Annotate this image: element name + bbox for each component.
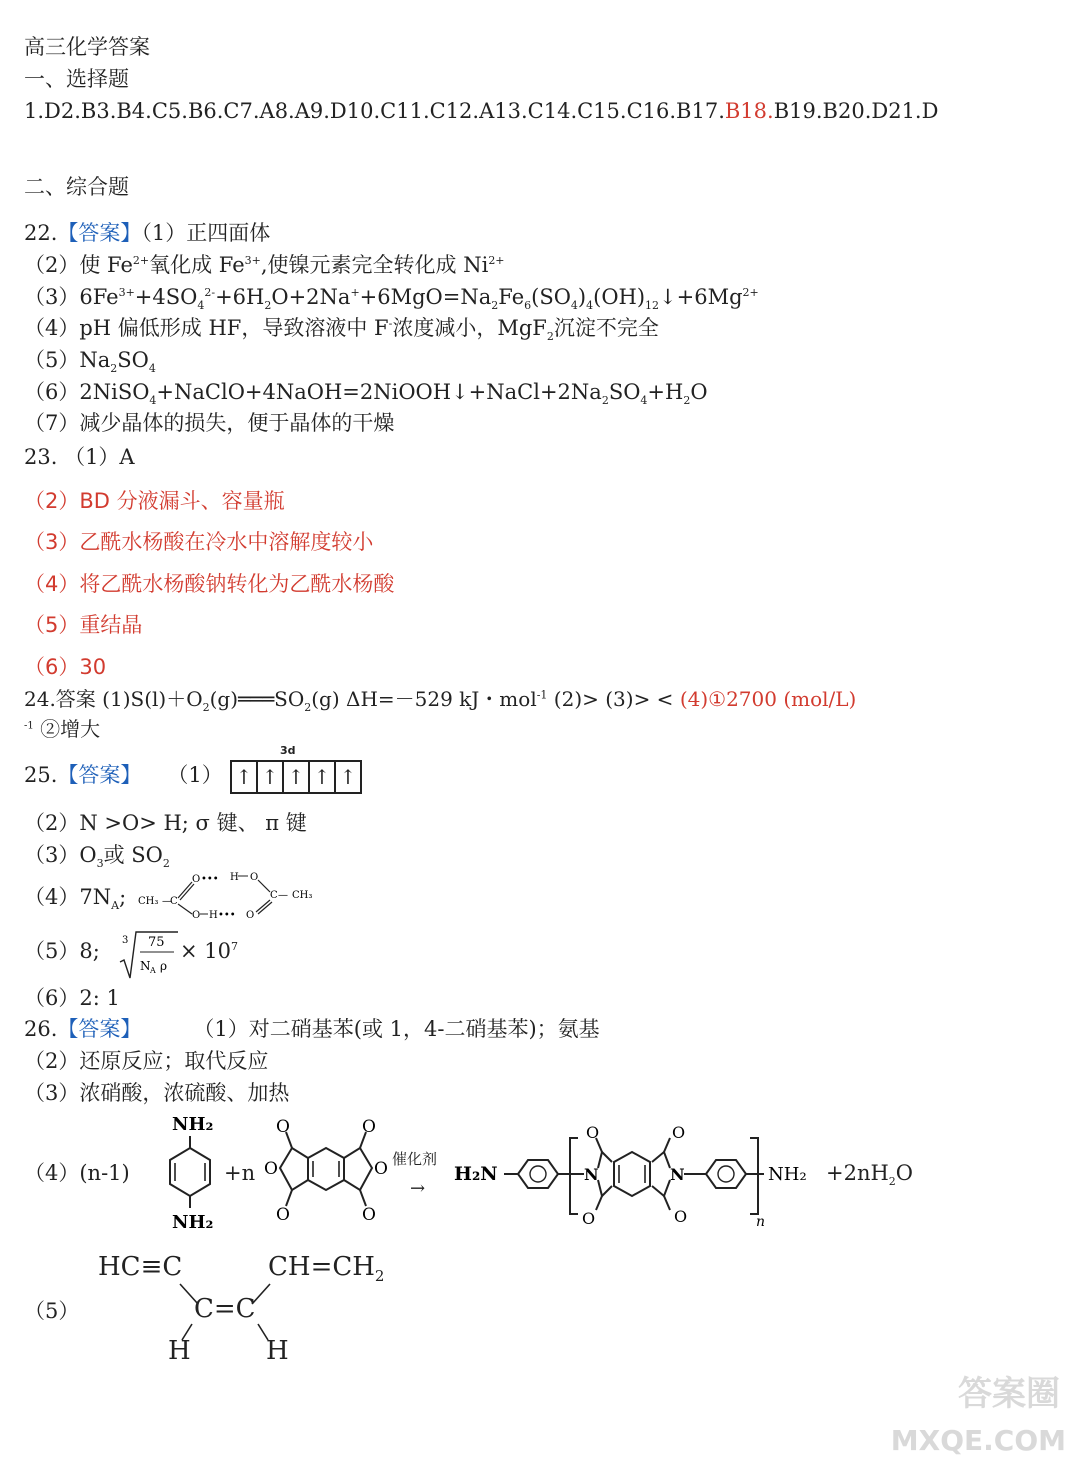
- q22-line-1: 22.【答案】（1）正四面体: [24, 221, 271, 245]
- nitrogen-label: N: [584, 1165, 599, 1184]
- phenylenediamine-structure: [150, 1110, 230, 1234]
- oxygen-label: O: [250, 872, 259, 883]
- dianhydride-structure: [262, 1118, 390, 1224]
- orbital-box: ↑: [284, 762, 310, 792]
- oxygen-label: O: [276, 1118, 290, 1137]
- q24-line-2: $^{-1}$ ②增大: [24, 717, 101, 741]
- oxygen-label: O: [264, 1159, 278, 1179]
- q23-line-3: （3）乙酰水杨酸在冷水中溶解度较小: [24, 530, 374, 554]
- q23-line-4: （4）将乙酰水杨酸钠转化为乙酰水杨酸: [24, 572, 395, 596]
- carbon-label: C: [170, 896, 178, 907]
- bond-dash: —: [278, 890, 288, 901]
- q25-line-6: （6）2: 1: [24, 986, 120, 1010]
- section-heading-1: 一、选择题: [24, 67, 129, 91]
- carbon-label: —: [162, 896, 172, 907]
- q23-line-1: 23. （1）A: [24, 445, 135, 469]
- oxygen-label: O: [276, 1205, 290, 1224]
- q26-plus-n: +n: [224, 1161, 256, 1185]
- q26-water-term: $+2nH_2O$: [826, 1161, 914, 1189]
- nh2-label: NH₂: [172, 1212, 214, 1233]
- hbond-dots: •••: [218, 910, 236, 921]
- q23-line-5: （5）重结晶: [24, 613, 143, 637]
- orbital-box: ↑: [339, 765, 357, 789]
- nh2-label: NH₂: [768, 1164, 807, 1185]
- ch3-label: CH₃: [138, 896, 159, 907]
- q23-line-2: （2）BD 分液漏斗、容量瓶: [24, 489, 285, 513]
- root-index: 3: [122, 935, 129, 946]
- orbital-box: ↑: [258, 762, 284, 792]
- oxygen-label: O: [362, 1205, 376, 1224]
- fraction-denominator-sub: A: [150, 966, 156, 975]
- q26-line-5-prefix: （5）: [24, 1299, 80, 1323]
- struct-h-right: H: [266, 1336, 289, 1366]
- mc-answers-line: 1.D2.B3.B4.C5.B6.C7.A8.A9.D10.C11.C12.A13.C14.C15.C16.B17.B18.B19.B20.D21.D: [24, 99, 939, 123]
- oxygen-label: O: [672, 1123, 686, 1142]
- hbond-dots: •••: [201, 874, 219, 885]
- h2n-label: H₂N: [454, 1163, 498, 1185]
- q23-line-6: （6）30: [24, 655, 107, 679]
- q22-line-3: $(3)6Fe^{3+}+4SO_4^{2-}+6H_2O+2Na^++6MgO=Na_2Fe_6(SO_4)_4(OH)_{12}↓+6Mg^{2+}$: [24, 285, 759, 313]
- q26-line-3: （3）浓硝酸，浓硫酸、加热: [24, 1081, 290, 1105]
- repeat-n-label: n: [756, 1214, 766, 1228]
- watermark-logo: 答案圈: [958, 1374, 1060, 1414]
- fraction-denominator: N: [140, 959, 151, 973]
- orbital-label: 3d: [280, 744, 296, 757]
- oxygen-label: O: [246, 910, 255, 921]
- section-heading-2: 二、综合题: [24, 175, 129, 199]
- page-title: 高三化学答案: [24, 35, 150, 59]
- orbital-box: ↑: [232, 762, 258, 792]
- q25-line-5: （5）8;: [24, 939, 100, 963]
- q24-line: 24.答案 $(1)S(l)+O_2(g)═══SO_2(g)$ ΔH=－529 kJ・mol$^{-1}$ (2)> (3)> < (4)①2700 (mol/L): [24, 687, 857, 714]
- fraction-numerator: 75: [148, 935, 165, 950]
- acetic-acid-dimer-structure: [136, 866, 326, 922]
- q25-line-1: 25.【答案】 （1）: [24, 763, 223, 787]
- carbon-label: C: [270, 890, 278, 901]
- q25-line-3: $(3)O_3$或 $SO_2$: [24, 843, 170, 871]
- q26-line-4-prefix: （4）(n-1): [24, 1161, 130, 1185]
- q22-line-2: （2）使 $Fe^{2+}$氧化成 $Fe^{3+}$,使镍元素完全转化成 $Ni^{2+}$: [24, 253, 505, 277]
- orbital-diagram: [230, 744, 362, 794]
- oxygen-label: O: [586, 1123, 600, 1142]
- oxygen-label: O: [192, 910, 201, 921]
- ch3-label: CH₃: [292, 890, 313, 901]
- oxygen-label: O: [192, 874, 201, 885]
- q26-line-1: 26.【答案】 （1）对二硝基苯(或 1，4-二硝基苯)；氨基: [24, 1017, 600, 1041]
- q25-line-4: $(4)7N_A$;: [24, 885, 127, 913]
- q22-line-6: $(6)2NiSO_4+NaClO+4NaOH=2NiOOH↓+NaCl+2Na_2SO_4+H_2O$: [24, 380, 708, 408]
- catalyst-label: 催化剂: [392, 1150, 438, 1168]
- struct-hc-triple: HC≡C: [98, 1252, 183, 1282]
- q26-line-2: （2）还原反应；取代反应: [24, 1049, 269, 1073]
- nitrogen-label: N: [670, 1165, 685, 1184]
- q22-line-4: （4）pH 偏低形成 HF，导致溶液中 F-浓度减小，MgF$_2$沉淀不完全: [24, 316, 659, 344]
- orbital-box: ↑: [310, 762, 336, 792]
- hydrogen-label: H: [230, 872, 239, 883]
- oxygen-label: O: [674, 1207, 688, 1226]
- oxygen-label: O: [582, 1209, 596, 1228]
- struct-h-left: H: [168, 1336, 191, 1366]
- q22-line-7: （7）减少晶体的损失，便于晶体的干燥: [24, 411, 395, 435]
- polyimide-structure: [452, 1118, 822, 1228]
- struct-double-bond: C=C: [194, 1294, 256, 1324]
- hydrogen-label: H: [209, 910, 218, 921]
- struct-vinyl: $CH=CH_2$: [268, 1252, 385, 1286]
- q25-line-5-tail: × $10^7$: [180, 939, 238, 963]
- q22-line-5: $(5)Na_2SO_4$: [24, 348, 156, 376]
- oxygen-label: O: [362, 1118, 376, 1137]
- oxygen-label: O: [374, 1159, 388, 1179]
- cube-root-expression: [112, 926, 182, 982]
- q25-line-2: （2）N >O> H; σ 键、 π 键: [24, 811, 307, 835]
- reaction-arrow: →: [410, 1178, 426, 1199]
- nh2-label: NH₂: [172, 1114, 214, 1135]
- watermark: MXQE.COM: [890, 1424, 1066, 1457]
- fraction-rho: ρ: [160, 959, 168, 973]
